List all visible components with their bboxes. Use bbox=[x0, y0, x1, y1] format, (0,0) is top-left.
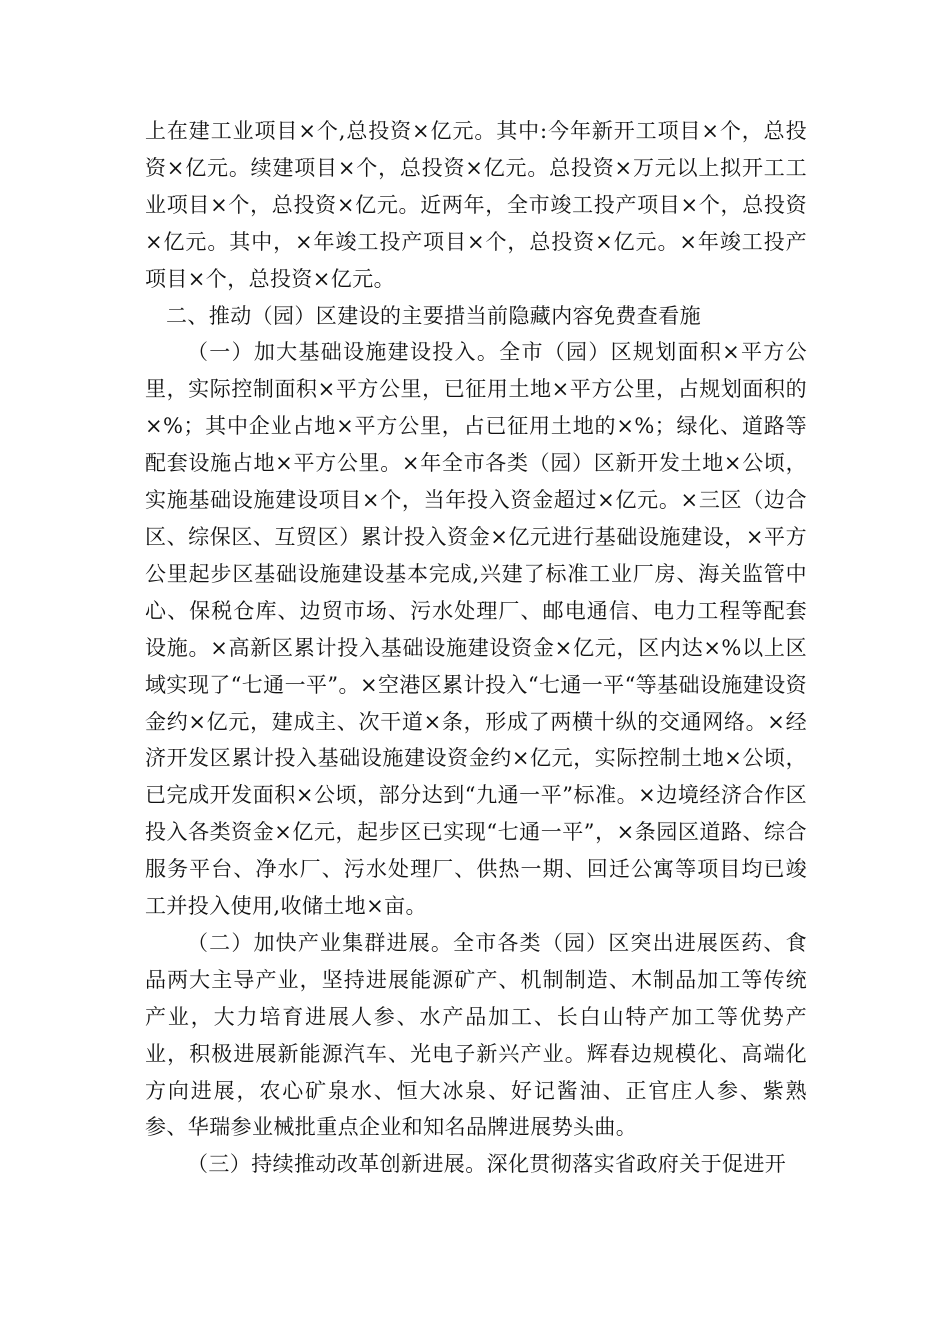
section-heading-measures: 二、推动（园）区建设的主要措当前隐藏内容免费查看施 bbox=[166, 303, 701, 328]
paragraph-industry-cluster: （二）加快产业集群进展。全市各类（园）区突出进展医药、食品两大主导产业，坚持进展能源矿产、机制制造、木制品加工等传统产业，大力培育进展人参、水产品加工、长白山特产加工等优势产业，积极进展新能源汽车、光电子新兴产业。辉春边规模化、高端化方向进展，农心矿泉水、恒大冰泉、好记酱油、正官庄人参、紫熟参、华瑞参业械批重点企业和知名品牌进展势头曲。 bbox=[145, 930, 807, 1140]
document-page bbox=[145, 113, 807, 1183]
paragraph-reform-innovation: （三）持续推动改革创新进展。深化贯彻落实省政府关于促进开 bbox=[187, 1152, 787, 1177]
paragraph-infrastructure: （一）加大基础设施建设投入。全市（园）区规划面积×平方公里，实际控制面积×平方公里，已征用土地×平方公里，占规划面积的×%；其中企业占地×平方公里，占已征用土地的×%；绿化、道路等配套设施占地×平方公里。×年全市各类（园）区新开发土地×公顷，实施基础设施建设项目×个，当年投入资金超过×亿元。×三区（边合区、综保区、互贸区）累计投入资金×亿元进行基础设施建设，×平方公里起步区基础设施建设基本完成,兴建了标准工业厂房、海关监管中心、保税仓库、边贸市场、污水处理厂、邮电通信、电力工程等配套设施。×高新区累计投入基础设施建设资金×亿元，区内达×%以上区域实现了“七通一平”。×空港区累计投入“七通一平“等基础设施建设资金约×亿元，建成主、次干道×条，形成了两横十纵的交通网络。×经济开发区累计投入基础设施建设资金约×亿元，实际控制土地×公顷，已完成开发面积×公顷，部分达到“九通一平”标准。×边境经济合作区投入各类资金×亿元，起步区已实现“七通一平”，×条园区道路、综合服务平台、净水厂、污水处理厂、供热一期、回迁公寓等项目均已竣工并投入使用,收储土地×亩。 bbox=[145, 340, 807, 919]
paragraph-investment-summary: 上在建工业项目×个,总投资×亿元。其中:今年新开工项目×个，总投资×亿元。续建项目×个，总投资×亿元。总投资×万元以上拟开工工业项目×个，总投资×亿元。近两年，全市竣工投产项目×个，总投资×亿元。其中，×年竣工投产项目×个，总投资×亿元。×年竣工投产项目×个，总投资×亿元。 bbox=[145, 119, 807, 291]
